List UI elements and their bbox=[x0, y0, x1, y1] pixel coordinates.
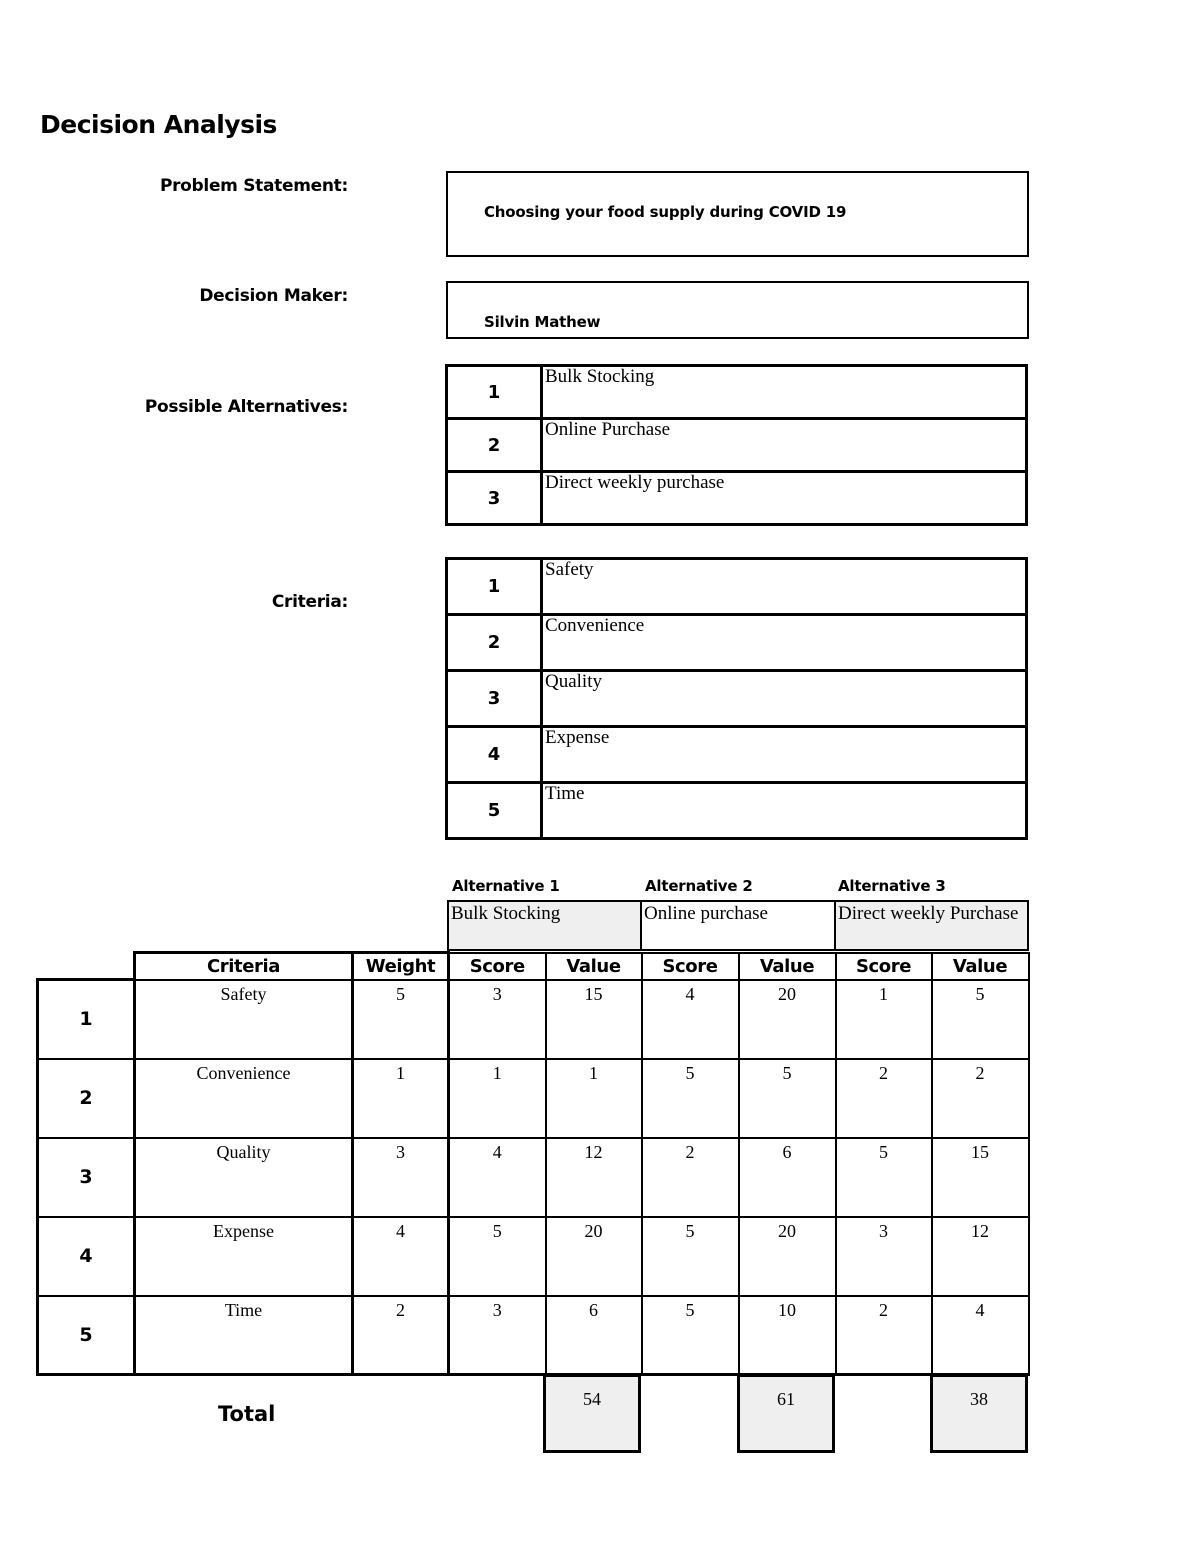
list-item bbox=[447, 615, 1027, 671]
decision-maker-label: Decision Maker: bbox=[199, 286, 348, 306]
criteria-cell[interactable]: Expense bbox=[135, 1217, 353, 1296]
score-col-header: Score bbox=[836, 953, 932, 980]
table-row bbox=[38, 1217, 1029, 1296]
weight-cell[interactable]: 2 bbox=[353, 1296, 449, 1375]
value-cell[interactable]: 4 bbox=[932, 1296, 1029, 1375]
problem-statement-label: Problem Statement: bbox=[159, 176, 348, 196]
total-label: Total bbox=[218, 1402, 276, 1426]
weight-col-header: Weight bbox=[353, 953, 449, 980]
decision-matrix bbox=[36, 951, 1030, 1376]
alternative-number: 3 bbox=[447, 472, 542, 525]
table-row bbox=[38, 980, 1029, 1059]
row-number: 3 bbox=[38, 1138, 135, 1217]
score-cell[interactable]: 1 bbox=[449, 1059, 546, 1138]
weight-cell[interactable]: 5 bbox=[353, 980, 449, 1059]
criteria-number: 3 bbox=[447, 671, 542, 727]
criteria-number: 5 bbox=[447, 783, 542, 839]
alternative-text[interactable]: Bulk Stocking bbox=[542, 366, 1027, 419]
table-row bbox=[38, 1059, 1029, 1138]
score-cell[interactable]: 1 bbox=[836, 980, 932, 1059]
value-cell[interactable]: 20 bbox=[739, 980, 836, 1059]
alternative-3-header: Alternative 3 bbox=[838, 877, 946, 895]
value-cell[interactable]: 1 bbox=[546, 1059, 642, 1138]
criteria-number: 2 bbox=[447, 615, 542, 671]
table-row bbox=[38, 1296, 1029, 1375]
score-col-header: Score bbox=[642, 953, 739, 980]
value-cell[interactable]: 6 bbox=[739, 1138, 836, 1217]
value-cell[interactable]: 5 bbox=[739, 1059, 836, 1138]
score-cell[interactable]: 4 bbox=[449, 1138, 546, 1217]
row-number: 4 bbox=[38, 1217, 135, 1296]
criteria-text[interactable]: Convenience bbox=[542, 615, 1027, 671]
value-cell[interactable]: 5 bbox=[932, 980, 1029, 1059]
alternative-2-header: Alternative 2 bbox=[645, 877, 753, 895]
problem-statement-value: Choosing your food supply during COVID 19 bbox=[484, 203, 847, 221]
criteria-cell[interactable]: Quality bbox=[135, 1138, 353, 1217]
value-col-header: Value bbox=[739, 953, 836, 980]
row-number: 1 bbox=[38, 980, 135, 1059]
alternative-text[interactable]: Direct weekly purchase bbox=[542, 472, 1027, 525]
matrix-corner bbox=[38, 953, 135, 980]
score-cell[interactable]: 3 bbox=[836, 1217, 932, 1296]
score-cell[interactable]: 5 bbox=[836, 1138, 932, 1217]
alternative-number: 1 bbox=[447, 366, 542, 419]
score-cell[interactable]: 2 bbox=[836, 1059, 932, 1138]
score-cell[interactable]: 4 bbox=[642, 980, 739, 1059]
row-number: 5 bbox=[38, 1296, 135, 1375]
list-item bbox=[447, 419, 1027, 472]
weight-cell[interactable]: 1 bbox=[353, 1059, 449, 1138]
criteria-text[interactable]: Quality bbox=[542, 671, 1027, 727]
value-cell[interactable]: 6 bbox=[546, 1296, 642, 1375]
list-item bbox=[447, 671, 1027, 727]
value-cell[interactable]: 12 bbox=[546, 1138, 642, 1217]
score-cell[interactable]: 5 bbox=[642, 1059, 739, 1138]
value-col-header: Value bbox=[546, 953, 642, 980]
value-cell[interactable]: 15 bbox=[932, 1138, 1029, 1217]
weight-cell[interactable]: 4 bbox=[353, 1217, 449, 1296]
criteria-text[interactable]: Safety bbox=[542, 559, 1027, 615]
score-cell[interactable]: 3 bbox=[449, 980, 546, 1059]
page-title: Decision Analysis bbox=[40, 110, 277, 139]
alternative-3-name[interactable]: Direct weekly Purchase bbox=[834, 900, 1029, 951]
score-col-header: Score bbox=[449, 953, 546, 980]
list-item bbox=[447, 783, 1027, 839]
alternative-1-name[interactable]: Bulk Stocking bbox=[447, 900, 642, 951]
value-cell[interactable]: 15 bbox=[546, 980, 642, 1059]
weight-cell[interactable]: 3 bbox=[353, 1138, 449, 1217]
list-item bbox=[447, 366, 1027, 419]
criteria-text[interactable]: Time bbox=[542, 783, 1027, 839]
score-cell[interactable]: 5 bbox=[642, 1217, 739, 1296]
criteria-number: 1 bbox=[447, 559, 542, 615]
score-cell[interactable]: 2 bbox=[836, 1296, 932, 1375]
value-cell[interactable]: 10 bbox=[739, 1296, 836, 1375]
alternative-number: 2 bbox=[447, 419, 542, 472]
value-cell[interactable]: 20 bbox=[739, 1217, 836, 1296]
row-number: 2 bbox=[38, 1059, 135, 1138]
value-cell[interactable]: 20 bbox=[546, 1217, 642, 1296]
matrix-header-row bbox=[38, 953, 1029, 980]
decision-maker-field[interactable] bbox=[446, 281, 1029, 339]
criteria-cell[interactable]: Time bbox=[135, 1296, 353, 1375]
score-cell[interactable]: 3 bbox=[449, 1296, 546, 1375]
list-item bbox=[447, 472, 1027, 525]
alternative-2-name[interactable]: Online purchase bbox=[640, 900, 836, 951]
criteria-cell[interactable]: Safety bbox=[135, 980, 353, 1059]
alternative-text[interactable]: Online Purchase bbox=[542, 419, 1027, 472]
value-cell[interactable]: 2 bbox=[932, 1059, 1029, 1138]
decision-maker-value: Silvin Mathew bbox=[484, 313, 601, 331]
list-item bbox=[447, 727, 1027, 783]
problem-statement-field[interactable] bbox=[446, 171, 1029, 257]
total-alternative-2: 61 bbox=[737, 1374, 835, 1453]
value-cell[interactable]: 12 bbox=[932, 1217, 1029, 1296]
criteria-list bbox=[445, 557, 1028, 840]
criteria-col-header: Criteria bbox=[135, 953, 353, 980]
list-item bbox=[447, 559, 1027, 615]
table-row bbox=[38, 1138, 1029, 1217]
criteria-cell[interactable]: Convenience bbox=[135, 1059, 353, 1138]
total-alternative-3: 38 bbox=[930, 1374, 1028, 1453]
value-col-header: Value bbox=[932, 953, 1029, 980]
criteria-number: 4 bbox=[447, 727, 542, 783]
total-alternative-1: 54 bbox=[543, 1374, 641, 1453]
criteria-label: Criteria: bbox=[271, 592, 348, 612]
alternatives-label: Possible Alternatives: bbox=[144, 397, 348, 417]
score-cell[interactable]: 5 bbox=[642, 1296, 739, 1375]
alternatives-list bbox=[445, 364, 1028, 526]
alternative-1-header: Alternative 1 bbox=[452, 877, 560, 895]
criteria-text[interactable]: Expense bbox=[542, 727, 1027, 783]
score-cell[interactable]: 2 bbox=[642, 1138, 739, 1217]
score-cell[interactable]: 5 bbox=[449, 1217, 546, 1296]
